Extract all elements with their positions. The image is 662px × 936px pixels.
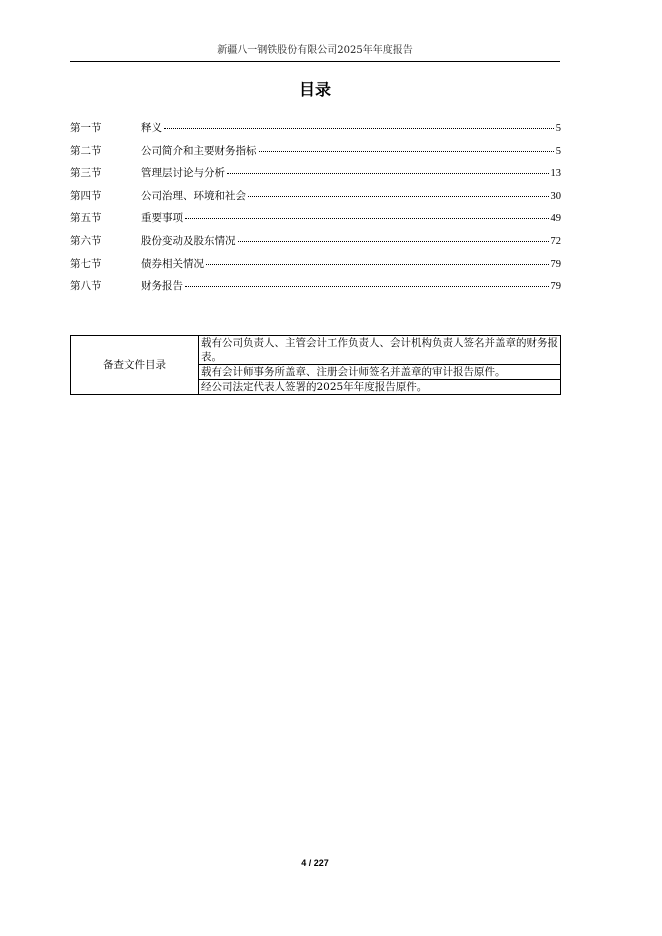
toc-page-number: 13 [550,168,561,180]
toc-entry[interactable] [70,279,561,302]
toc-page-number: 30 [550,190,561,202]
toc-entry[interactable] [70,189,561,212]
toc-section-name: 公司简介和主要财务指标 [141,144,257,157]
toc-section-name: 释义 [141,122,162,134]
table-row [71,336,561,365]
toc-page-number: 79 [550,258,561,270]
toc-section-number: 第七节 [70,257,102,270]
toc-leader-dots [238,241,549,242]
reference-doc-item: 载有会计师事务所盖章、注册会计师签名并盖章的审计报告原件。 [199,365,561,380]
toc-leader-dots [248,196,549,197]
toc-entry[interactable] [70,144,561,167]
toc-section-name: 公司治理、环境和社会 [141,189,246,202]
toc-leader-dots [227,173,549,174]
report-header: 新疆八一钢铁股份有限公司2025年年度报告 [217,45,413,56]
toc-entry[interactable] [70,211,561,234]
toc-page-number: 79 [550,281,561,293]
toc-section-name: 债券相关情况 [141,257,204,270]
toc-page-number: 5 [555,145,561,157]
toc-leader-dots [185,218,549,219]
toc-leader-dots [206,264,549,265]
reference-docs-label: 备查文件目录 [71,336,199,395]
reference-doc-item: 载有公司负责人、主管会计工作负责人、会计机构负责人签名并盖章的财务报表。 [199,336,561,365]
toc-section-name: 财务报告 [141,280,183,293]
toc-page-number: 72 [550,235,561,247]
toc-entry[interactable] [70,234,561,257]
toc-section-number: 第六节 [70,234,102,247]
toc-title: 目录 [298,80,331,99]
toc-entry[interactable] [70,257,561,280]
toc-section-number: 第五节 [70,212,102,225]
toc-section-number: 第三节 [70,167,102,180]
toc-page-number: 5 [555,123,561,134]
toc-section-number: 第八节 [70,280,102,293]
toc-section-name: 重要事项 [141,212,183,225]
table-of-contents [70,121,561,302]
reference-doc-item: 经公司法定代表人签署的2025年年度报告原件。 [199,380,561,395]
header-divider [70,61,560,62]
toc-section-name: 管理层讨论与分析 [141,167,225,180]
toc-leader-dots [259,151,554,152]
page-number: 4 / 227 [301,858,329,868]
toc-section-name: 股份变动及股东情况 [141,234,236,247]
toc-section-number: 第四节 [70,189,102,202]
toc-leader-dots [185,286,549,287]
toc-entry[interactable] [70,166,561,189]
toc-section-number: 第一节 [70,122,102,134]
toc-entry[interactable] [70,121,561,144]
toc-leader-dots [164,128,554,129]
reference-documents-table [70,335,561,395]
toc-page-number: 49 [550,213,561,225]
toc-section-number: 第二节 [70,144,102,157]
